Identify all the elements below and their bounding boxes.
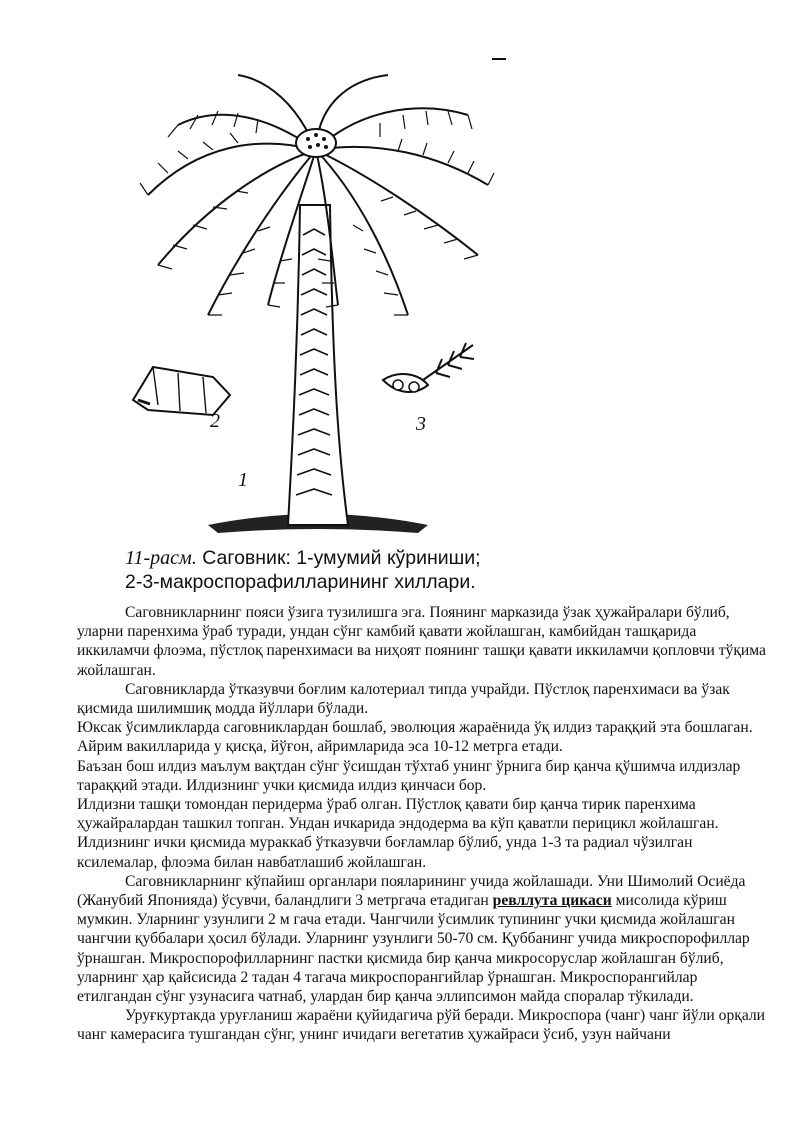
paragraph-6 xyxy=(77,872,767,1006)
paragraph-4: Баъзан бош илдиз маълум вақтдан сўнг ўсишдан тўхтаб унинг ўрнига бир қанча қўшимча илдизлар тараққий этади. Илдизнинг учки қисмида илдиз қинчаси бор. xyxy=(77,757,741,794)
caption-line-1-text: Саговник: 1-умумий кўриниши; xyxy=(196,547,481,569)
palm-trunk xyxy=(288,205,348,525)
paragraph-6-end: мисолида кўриш мумкин. Уларнинг узунлиги 2 м гача етади. Чангчили ўсимлик тупининг учки қисмида жойлашган чангчии қуббалари ҳосил бўлади. Уларнинг узунлиги 50-70 см. Қуббанинг учида микроспорофиллар ўрнашган. Микроспорофилларнинг пастки қисмида бир қанча микросоруслар жойлашган бўлиб, уларнинг ҳар қайсисида 2 тадан 4 тагача микроспорангийлар ўрнашган. Микроспорангийлар етилгандан сўнг узунасига чатнаб, улардан бир қанча эллипсимон майда споралар тўкилади. xyxy=(77,892,750,1006)
paragraph-6-start: Саговникларнинг кўпайиш органлари пояларининг учида жойлашади. Уни Шимолий Осиёда (Жанубий Японияда) ўсувчи, баландлиги 3 метргача етадиган xyxy=(77,872,746,910)
paragraph-5: Илдизни ташқи томондан перидерма ўраб олган. Пўстлоқ қавати бир қанча тирик паренхима ҳужайралардан ташкил топган. Ундан ичкарида эндодерма ва кўп қаватли перицикл жойлашган. Илдизнинг ички қисмида мураккаб ўтказувчи боғламлар бўлиб, унда 1-3 та радиал чўзилган ксилемалар, флоэма билан навбатлашиб жойлашган. xyxy=(77,796,719,871)
megasporophyll-2 xyxy=(133,367,230,415)
species-highlight: ревллута цикаси xyxy=(492,892,612,910)
caption-line-2: 2-3-макроспорафилларининг хиллари. xyxy=(125,571,476,593)
figure-label-2: 2 xyxy=(210,410,220,432)
paragraph-1: Саговникларнинг пояси ўзига тузилишга эга. Поянинг марказида ўзак ҳужайралари бўлиб, уларни паренхима ўраб туради, ундан сўнг камбий қавати жойлашган, камбийдан ташқарида иккиламчи флоэма, пўстлоқ паренхимаси ва ниҳоят поянинг ташқи қавати иккиламчи қопловчи тўқима жойлашган. xyxy=(77,604,766,679)
megasporophyll-3 xyxy=(383,343,474,392)
paragraph-2: Саговникларда ўтказувчи боғлим калотериал типда учрайди. Пўстлоқ паренхимаси ва ўзак қисмида шилимшиқ модда йўллари бўлади. xyxy=(77,680,730,718)
body-text xyxy=(77,603,767,1045)
caption-line-1 xyxy=(125,546,605,570)
figure-label-1: 1 xyxy=(238,469,248,491)
paragraph-7: Уруғкуртакда уруғланиш жараёни қуйидагича рўй беради. Микроспора (чанг) чанг йўли орқали чанг камерасига тушгандан сўнг, унинг ичидаги вегетатив ҳужайраси ўсиб, узун найчани xyxy=(77,1007,766,1044)
figure-label-3: 3 xyxy=(416,413,426,435)
sago-palm-illustration xyxy=(118,55,518,545)
figure-caption xyxy=(125,546,605,594)
caption-figure-number: 11-расм. xyxy=(125,547,197,569)
paragraph-3: Юксак ўсимликларда саговниклардан бошлаб, эволюция жараёнида ўқ илдиз тараққий эта бошлаган. Айрим вакилларида у қисқа, йўғон, айримларида эса 10-12 метрга етади. xyxy=(77,719,753,756)
sago-palm-figure xyxy=(118,55,518,545)
